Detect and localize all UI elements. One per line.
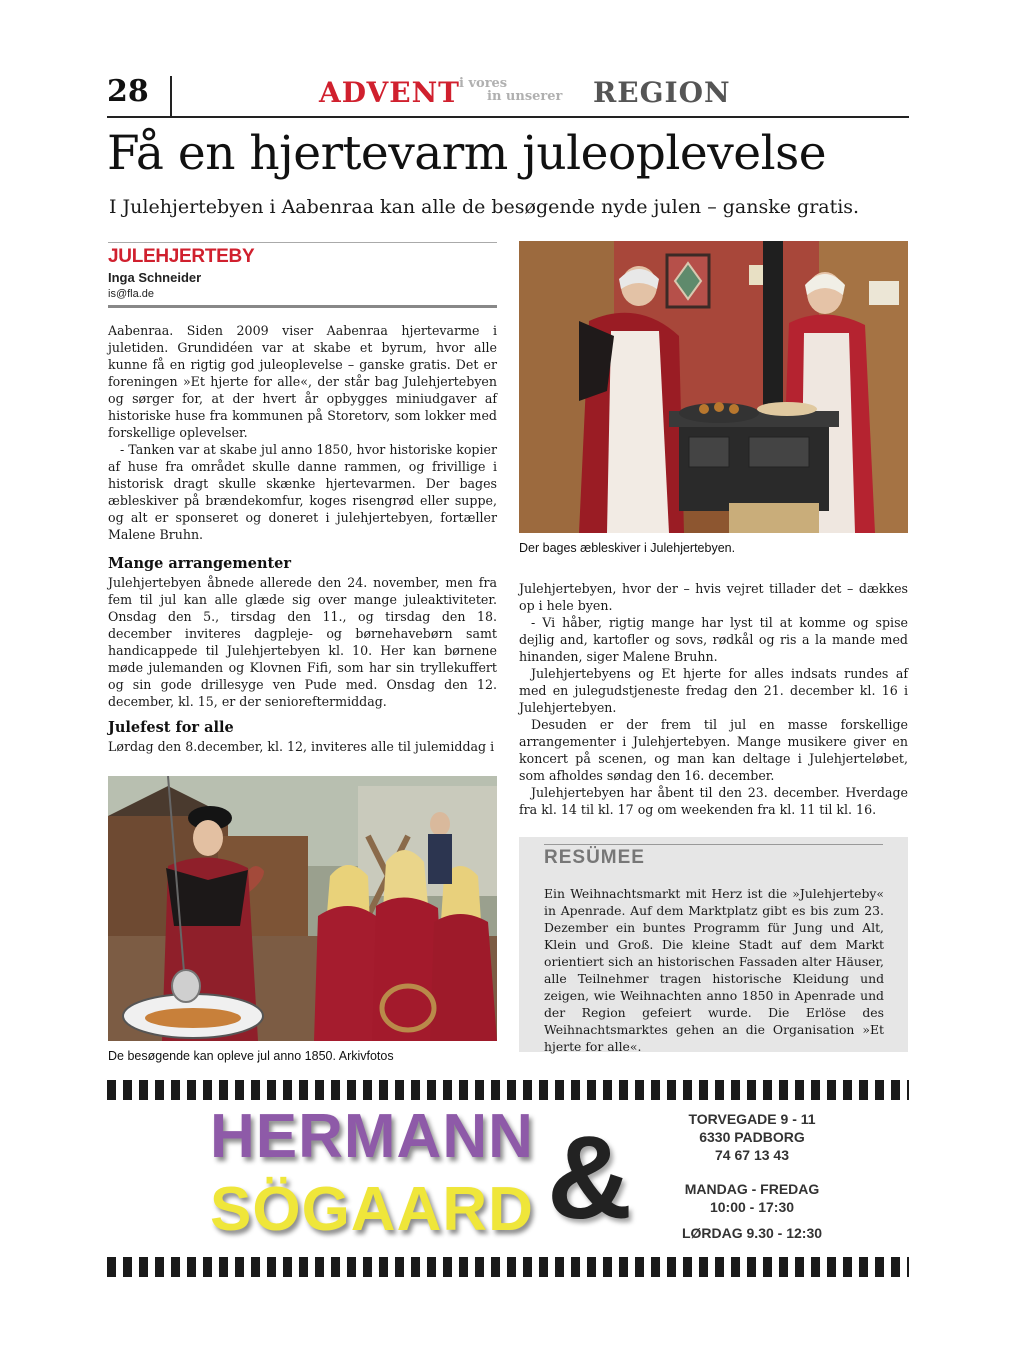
paragraph: - Vi håber, rigtig mange har lyst til at komme og spise dejlig and, kartofler og sovs, rødkål og ris a la mande med hinanden, siger Malene Bruhn.	[519, 615, 908, 664]
paragraph: Julehjertebyen har åbent til den 23. december. Hverdage fra kl. 14 til kl. 17 og om weekenden fra kl. 11 til kl. 16.	[519, 785, 908, 817]
photo-visitors-1850	[108, 776, 497, 1041]
paragraph: Aabenraa. Siden 2009 viser Aabenraa hjertevarme i juletiden. Grundidéen var at skabe et byrum, hvor alle kunne få en rigtig god juleoplevelse – ganske gratis. Det er foreningen »Et hjerte for alle«, der står bag Julehjertebyen og sørger for, at der hvert år opbygges miniudgaver af historiske huse fra kommunen på Storetorv, som lokker med forskellige oplevelser.	[108, 323, 497, 440]
photo-aebleskiver	[519, 241, 908, 533]
paragraph: Julehjertebyen åbnede allerede den 24. november, men fra fem til jul kan alle glæde sig over mange juleaktiviteter. Onsdag den 5., tirsdag den 11., og tirsdag den 18. december inviteres dagpleje- og børnehavebørn samt handicappede til Julehjertebyen kl. 10. Her kan børnene møde julemanden og Klovnen Fifi, som har sin tryllekuffert og sin gode drillesyge ven Pude med. Onsdag den 12. december, kl. 15, er der senioreftermiddag.	[108, 575, 497, 709]
resume-title: RESÜMEE	[544, 847, 645, 868]
page-header	[107, 72, 909, 118]
ad-ampersand: &	[547, 1112, 633, 1244]
caption-top-photo: Der bages æbleskiver i Julehjertebyen.	[519, 541, 736, 555]
section-small-german: in unserer	[487, 89, 563, 104]
ad-dash-border-top	[107, 1080, 909, 1100]
photo-illustration	[108, 776, 497, 1041]
ad-weekday-hours: 10:00 - 17:30	[709, 1199, 795, 1215]
photo-illustration	[519, 241, 908, 533]
caption-bottom-photo: De besøgende kan opleve jul anno 1850. Arkivfotos	[108, 1049, 394, 1063]
subheading-mange-arrangementer: Mange arrangementer	[108, 555, 292, 572]
section-advent: ADVENT	[319, 76, 461, 109]
paragraph: Lørdag den 8.december, kl. 12, inviteres alle til julemiddag i	[108, 739, 495, 754]
ad-address	[667, 1110, 837, 1164]
ad-dash-border-bottom	[107, 1257, 909, 1277]
page-number: 28	[107, 74, 149, 109]
subheading-julefest: Julefest for alle	[108, 719, 234, 736]
ad-brand-hermann: HERMANN	[210, 1102, 534, 1171]
ad-city: 6330 PADBORG	[699, 1129, 805, 1145]
section-small-danish: i vores	[459, 76, 508, 91]
resume-rule	[544, 844, 883, 845]
paragraph: - Tanken var at skabe jul anno 1850, hvor historiske kopier af huse fra området skulle danne rammen, og frivillige i historisk dragt skulle skænke hjertevarmen. Der bages æbleskiver på brændekomfur, koges risengrød eller suppe, og alt er sponseret og doneret i julehjertebyen, fortæller Malene Bruhn.	[108, 442, 497, 542]
paragraph: Desuden er der frem til jul en masse forskellige arrangementer i Julehjertebyen. Mange musikere giver en koncert på scenen, og man kan deltage i Julehjerteløbet, som afholdes søndag den 16. december.	[519, 717, 908, 783]
byline	[108, 242, 497, 308]
author-email[interactable]: is@fla.de	[108, 288, 155, 300]
ad-phone[interactable]: 74 67 13 43	[715, 1147, 789, 1163]
paragraph: Julehjertebyen, hvor der – hvis vejret tillader det – dækkes op i hele byen.	[519, 581, 908, 613]
ad-opening-hours	[667, 1180, 837, 1242]
ad-street: TORVEGADE 9 - 11	[688, 1111, 816, 1127]
ad-brand-sogaard: SÖGAARD	[210, 1175, 534, 1244]
article-kicker: JULEHJERTEBY	[108, 246, 255, 267]
section-region: REGION	[593, 76, 731, 109]
article-subhead: I Julehjertebyen i Aabenraa kan alle de besøgende nyde julen – ganske gratis.	[109, 196, 860, 218]
resume-box	[519, 837, 908, 1052]
article-headline: Få en hjertevarm juleoplevelse	[107, 126, 827, 181]
ad-weekday-label: MANDAG - FREDAG	[684, 1181, 820, 1197]
resume-paragraph: Ein Weihnachtsmarkt mit Herz ist die »Julehjerteby« in Apenrade. Auf dem Marktplatz gibt es bis zum 23. Dezember ein buntes Programm für Jung und Alt, Klein und Groß. Die kleine Stadt auf dem Markt orientiert sich an historischen Fassaden alter Häuser, alle Teilnehmer tragen historische Kleidung und zeigen, wie Weihnachten anno 1850 in Apenrade und der Region gefeiert wurde. Die Erlöse des Weihnachtsmarktes gehen an die Organisation »Et hjerte for alle«.	[544, 886, 884, 1054]
article-column-2	[519, 580, 908, 818]
advertisement-hermann-sogaard	[107, 1080, 909, 1282]
ad-hours-gap	[667, 1216, 837, 1224]
paragraph: Julehjertebyens og Et hjerte for alles indsats rundes af med en julegudstjeneste fredag den 21. december kl. 16 i Julehjertebyen.	[519, 666, 908, 715]
header-divider	[170, 76, 172, 116]
article-column-1	[108, 322, 497, 755]
ad-saturday-hours: LØRDAG 9.30 - 12:30	[681, 1225, 823, 1241]
resume-text	[544, 885, 884, 1055]
author-name: Inga Schneider	[108, 270, 202, 285]
